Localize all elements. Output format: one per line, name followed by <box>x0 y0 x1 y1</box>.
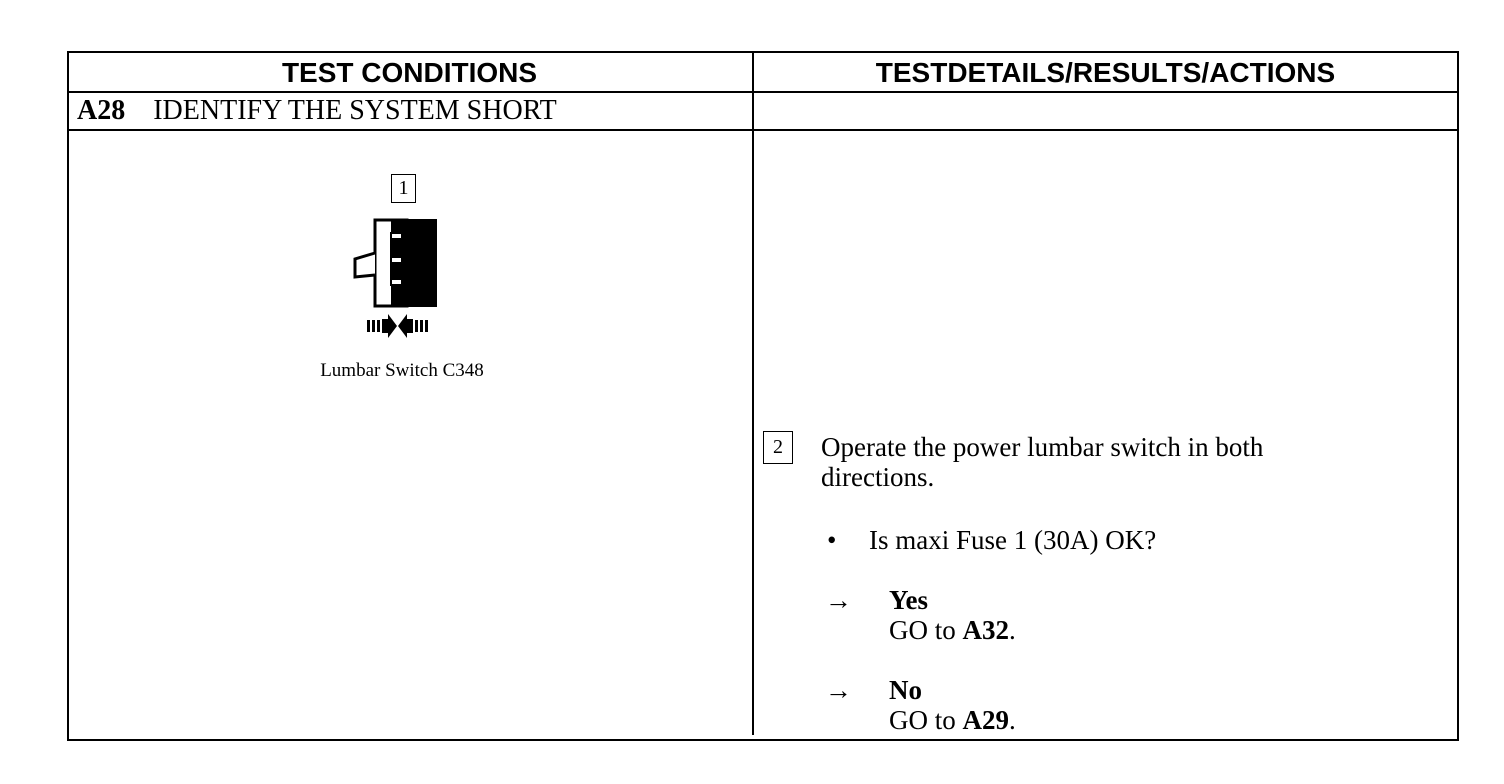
arrow-right-icon: → <box>825 675 852 705</box>
action-suffix: . <box>1009 615 1016 645</box>
bullet-icon: • <box>827 525 837 555</box>
header-test-details: TESTDETAILS/RESULTS/ACTIONS <box>875 57 1336 88</box>
branch-action <box>889 705 1016 735</box>
action-prefix: GO to <box>889 615 956 645</box>
figure-number: 1 <box>398 177 409 199</box>
table-border-left <box>67 51 69 741</box>
action-suffix: . <box>1009 705 1016 735</box>
step-number-box <box>763 431 793 464</box>
step-code: A28 <box>77 95 126 126</box>
header-test-conditions: TEST CONDITIONS <box>281 57 538 88</box>
column-divider <box>752 51 754 735</box>
action-target: A29 <box>962 705 1009 735</box>
step-title-row <box>77 93 557 129</box>
step-number: 2 <box>773 436 783 458</box>
lumbar-switch-connector-icon <box>347 215 447 343</box>
table-border-right <box>1457 51 1459 741</box>
figure-caption: Lumbar Switch C348 <box>320 360 484 381</box>
branch-action <box>889 615 1016 645</box>
action-target: A32 <box>962 615 1009 645</box>
action-prefix: GO to <box>889 705 956 735</box>
instruction-text: Operate the power lumbar switch in both directions. <box>821 432 1264 492</box>
figure-number-box <box>391 174 416 203</box>
question-text: Is maxi Fuse 1 (30A) OK? <box>869 525 1157 555</box>
step-title: IDENTIFY THE SYSTEM SHORT <box>153 95 557 126</box>
step-row-divider <box>67 129 1459 131</box>
diagnostic-table <box>67 51 1459 741</box>
branch-answer: No <box>889 675 922 705</box>
question-item <box>827 525 1156 555</box>
arrow-right-icon: → <box>825 585 852 615</box>
branch-answer: Yes <box>889 585 928 615</box>
table-border-bottom <box>67 739 1459 741</box>
